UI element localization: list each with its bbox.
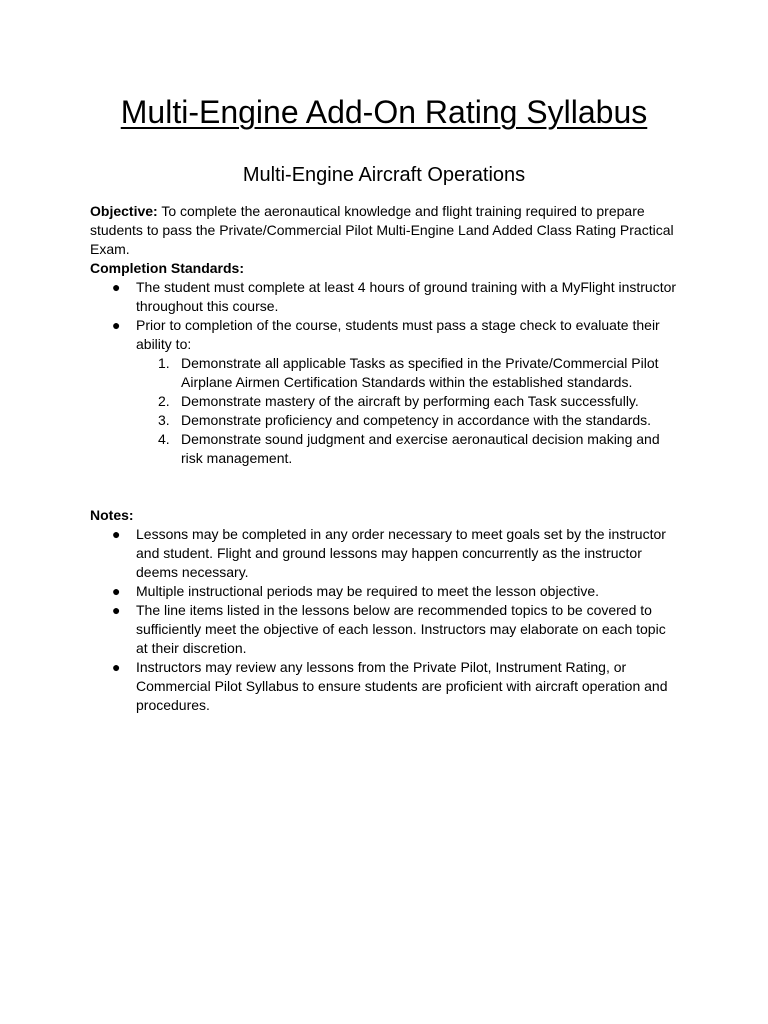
numbered-item <box>136 411 678 430</box>
notes-heading: Notes: <box>90 507 134 523</box>
list-item-text: The line items listed in the lessons below are recommended topics to be covered to sufficiently meet the objective of each lesson. Instructors may elaborate on each topic at their discretion. <box>136 602 666 656</box>
bullet-icon: ● <box>112 659 121 675</box>
numbered-item-text: Demonstrate all applicable Tasks as specified in the Private/Commercial Pilot Airplane Airmen Certification Standards within the established standards. <box>181 355 659 390</box>
notes-list <box>90 525 678 715</box>
objective-text: To complete the aeronautical knowledge and flight training required to prepare students to pass the Private/Commercial Pilot Multi-Engine Land Added Class Rating Practical Exam. <box>90 203 674 257</box>
numbered-item-text: Demonstrate mastery of the aircraft by performing each Task successfully. <box>181 393 639 409</box>
list-item <box>90 582 678 601</box>
item-number: 1. <box>158 355 170 371</box>
list-item <box>90 658 678 715</box>
item-number: 2. <box>158 393 170 409</box>
list-item <box>90 316 678 468</box>
page-subtitle: Multi-Engine Aircraft Operations <box>242 164 526 186</box>
numbered-item-text: Demonstrate sound judgment and exercise aeronautical decision making and risk management. <box>181 431 660 466</box>
numbered-item <box>136 354 678 392</box>
list-item <box>90 278 678 316</box>
bullet-icon: ● <box>112 602 121 618</box>
completion-standards-heading: Completion Standards: <box>90 260 245 276</box>
item-number: 3. <box>158 412 170 428</box>
completion-standards-list <box>90 278 678 468</box>
list-item-text: The student must complete at least 4 hours of ground training with a MyFlight instructor throughout this course. <box>136 279 677 314</box>
numbered-item <box>136 392 678 411</box>
list-item-text: Prior to completion of the course, students must pass a stage check to evaluate their ability to: <box>136 317 660 352</box>
list-item <box>90 525 678 582</box>
objective-label: Objective: <box>90 203 158 219</box>
bullet-icon: ● <box>112 583 121 599</box>
list-item <box>90 601 678 658</box>
numbered-item <box>136 430 678 468</box>
list-item-text: Multiple instructional periods may be required to meet the lesson objective. <box>136 583 600 599</box>
bullet-icon: ● <box>112 279 121 295</box>
stage-check-criteria-list <box>136 354 678 468</box>
document-body <box>90 202 678 715</box>
item-number: 4. <box>158 431 170 447</box>
bullet-icon: ● <box>112 526 121 542</box>
page-title: Multi-Engine Add-On Rating Syllabus <box>120 94 648 130</box>
list-item-text: Lessons may be completed in any order necessary to meet goals set by the instructor and student. Flight and ground lessons may happen concurrently as the instructor deems necessary. <box>136 526 666 580</box>
bullet-icon: ● <box>112 317 121 333</box>
list-item-text: Instructors may review any lessons from the Private Pilot, Instrument Rating, or Commercial Pilot Syllabus to ensure students are proficient with aircraft operation and procedures. <box>136 659 668 713</box>
objective-paragraph <box>90 202 678 259</box>
numbered-item-text: Demonstrate proficiency and competency in accordance with the standards. <box>181 412 652 428</box>
